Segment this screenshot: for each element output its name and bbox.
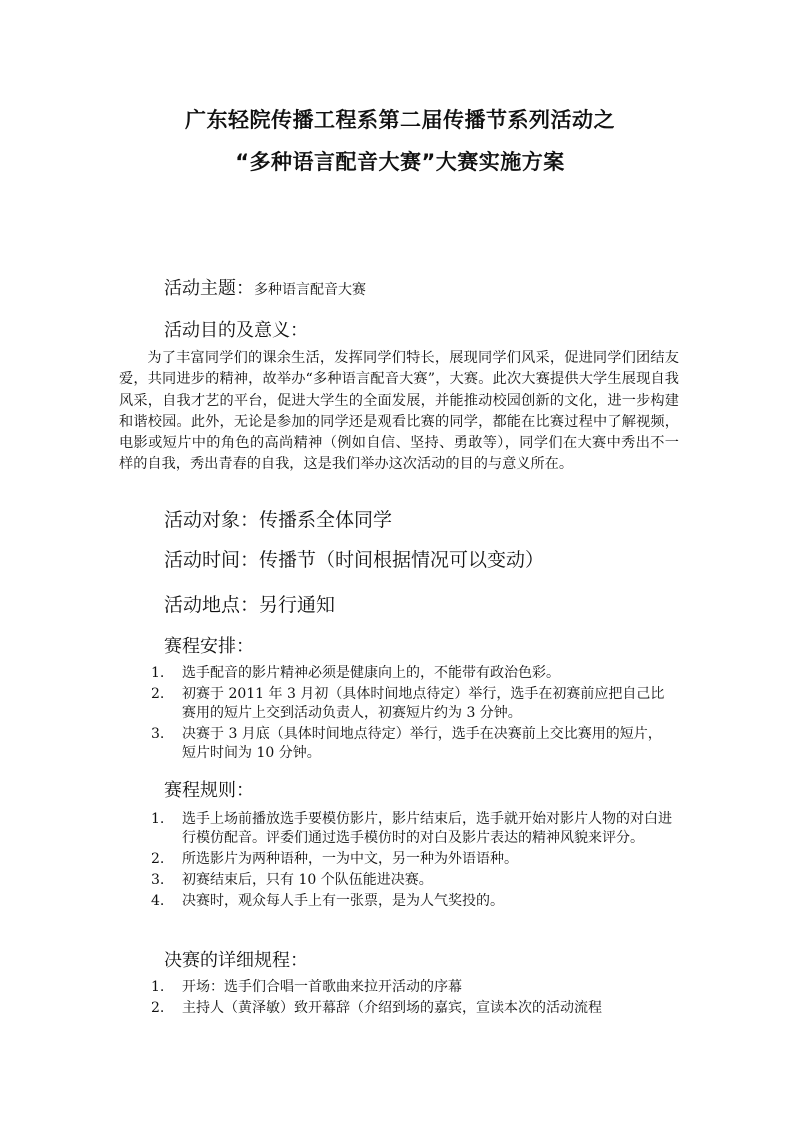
schedule-list: [0, 664, 672, 765]
rules-heading: 赛程规则：: [164, 780, 254, 801]
list-item: [0, 725, 672, 763]
theme-value: 多种语言配音大赛: [254, 282, 366, 298]
list-number: 2.: [151, 851, 165, 867]
list-number: 4.: [151, 893, 165, 909]
purpose-paragraph: 为了丰富同学们的课余生活，发挥同学们特长，展现同学们风采，促进同学们团结友爱，共同进步的精神，故举办“多种语言配音大赛”，大赛。此次大赛提供大学生展现自我风采，自我才艺的平台，促进大学生的全面发展，并能推动校园创新的文化，进一步构建和谐校园。此外，无论是参加的同学还是观看比赛的同学，都能在比赛过程中了解视频，电影或短片中的角色的高尚精神（例如自信、坚持、勇敢等），同学们在大赛中秀出不一样的自我，秀出青春的自我，这是我们举办这次活动的目的与意义所在。: [119, 350, 679, 473]
final-heading: 决赛的详细规程：: [164, 950, 308, 971]
list-item: [0, 999, 672, 1018]
list-text: 决赛于 3 月底（具体时间地点待定）举行，选手在决赛前上交比赛用的短片，短片时间为 10 分钟。: [182, 726, 662, 761]
list-text: 选手配音的影片精神必须是健康向上的，不能带有政治色彩。: [182, 665, 560, 681]
list-item: [0, 978, 672, 997]
list-number: 2.: [151, 686, 165, 702]
list-item: [0, 871, 672, 890]
schedule-heading: 赛程安排：: [164, 636, 254, 657]
document-title-line-1: 广东轻院传播工程系第二届传播节系列活动之: [185, 108, 615, 132]
document-title-line-2: “多种语言配音大赛”大赛实施方案: [235, 150, 565, 174]
time-line: 活动时间：传播节（时间根据情况可以变动）: [164, 549, 545, 571]
list-number: 2.: [151, 1000, 165, 1016]
final-list: [0, 978, 672, 1020]
list-item: [0, 685, 672, 723]
list-text: 初赛结束后，只有 10 个队伍能进决赛。: [182, 872, 433, 888]
list-item: [0, 810, 672, 848]
list-text: 主持人（黄泽敏）致开幕辞（介绍到场的嘉宾，宣读本次的活动流程: [182, 1000, 602, 1016]
list-number: 1.: [151, 665, 165, 681]
list-number: 1.: [151, 979, 165, 995]
theme-line: [164, 274, 366, 300]
list-item: [0, 850, 672, 869]
target-line: 活动对象：传播系全体同学: [164, 509, 393, 531]
place-line: 活动地点：另行通知: [164, 594, 336, 616]
list-number: 3.: [151, 872, 165, 888]
rules-list: [0, 810, 672, 913]
list-text: 开场：选手们合唱一首歌曲来拉开活动的序幕: [182, 979, 462, 995]
list-item: [0, 892, 672, 911]
list-number: 1.: [151, 811, 165, 827]
list-text: 初赛于 2011 年 3 月初（具体时间地点待定）举行，选手在初赛前应把自己比赛用的短片上交到活动负责人，初赛短片约为 3 分钟。: [182, 686, 665, 721]
list-item: [0, 664, 672, 683]
list-text: 选手上场前播放选手要模仿影片，影片结束后，选手就开始对影片人物的对白进行模仿配音。评委们通过选手模仿时的对白及影片表达的精神风貌来评分。: [182, 811, 672, 846]
list-number: 3.: [151, 726, 165, 742]
theme-label: 活动主题：: [164, 278, 254, 299]
list-text: 所选影片为两种语种，一为中文，另一种为外语语种。: [182, 851, 518, 867]
list-text: 决赛时，观众每人手上有一张票，是为人气奖投的。: [182, 893, 504, 909]
purpose-heading: 活动目的及意义：: [164, 320, 308, 341]
